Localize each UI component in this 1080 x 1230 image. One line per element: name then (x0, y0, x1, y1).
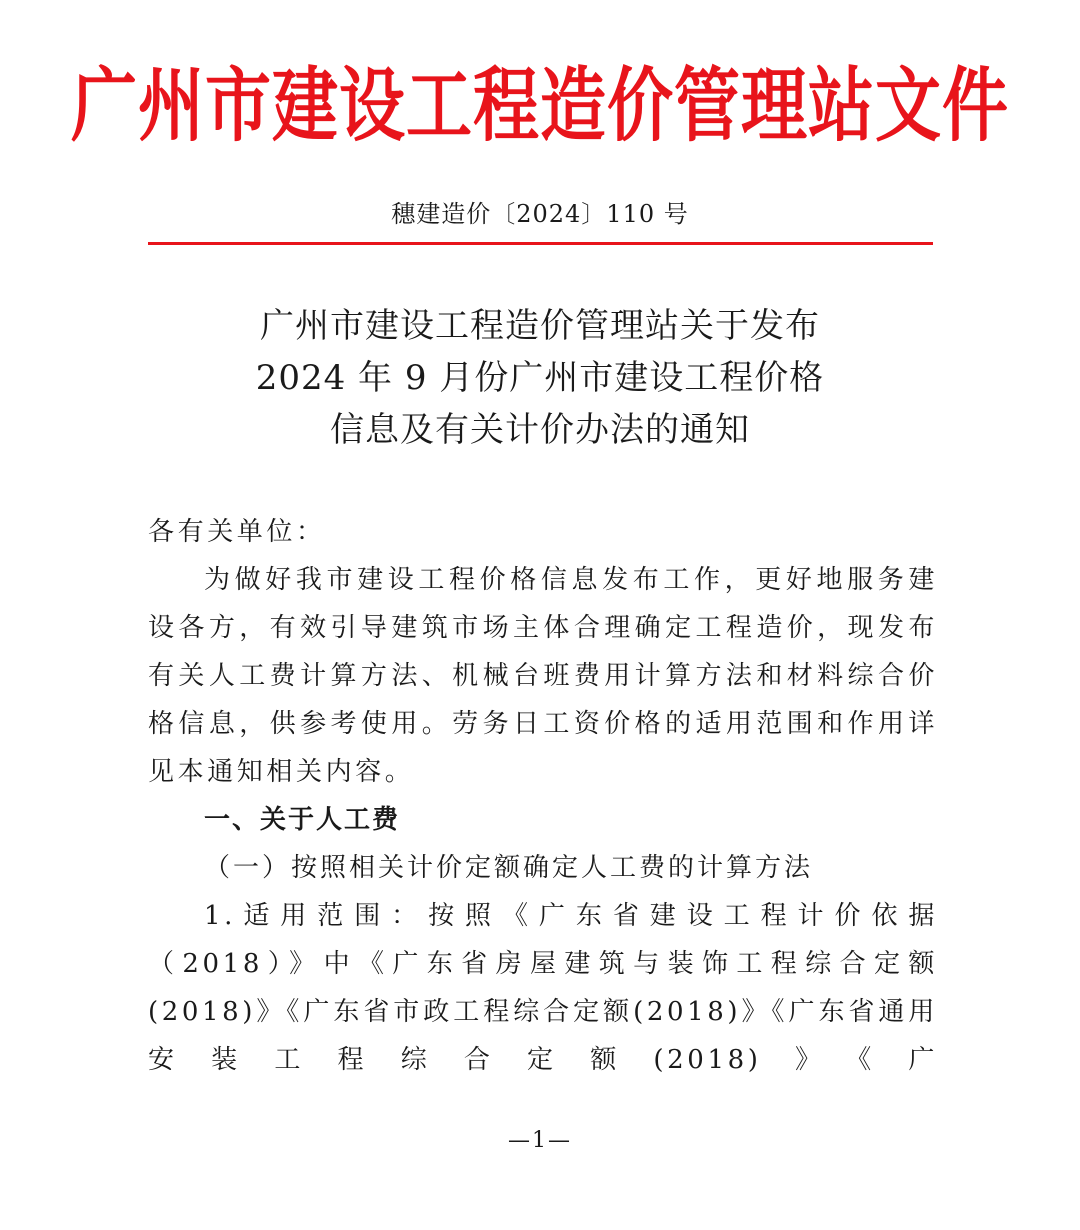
subsection-heading: （一）按照相关计价定额确定人工费的计算方法 (204, 853, 814, 883)
title-line-1: 广州市建设工程造价管理站关于发布 (260, 306, 820, 346)
intro-paragraph: 为做好我市建设工程价格信息发布工作，更好地服务建设各方，有效引导建筑市场主体合理确定工程造价，现发布有关人工费计算方法、机械台班费用计算方法和材料综合价格信息，供参考使用。劳务日工资价格的适用范围和作用详见本通知相关内容。 (148, 565, 938, 787)
item-paragraph: 1.适用范围：按照《广东省建设工程计价依据（2018）》中《广东省房屋建筑与装饰工程综合定额(2018)》《广东省市政工程综合定额(2018)》《广东省通用安装工程综合定额(2018)》《广 (148, 901, 938, 1075)
salutation: 各有关单位： (148, 517, 326, 547)
document-number: 穗建造价〔2024〕110 号 (391, 200, 689, 228)
red-divider-rule (148, 242, 933, 245)
section-heading: 一、关于人工费 (204, 805, 401, 835)
document-title (0, 300, 1080, 456)
masthead-title: 广州市建设工程造价管理站文件 (71, 59, 1009, 154)
title-line-2: 2024 年 9 月份广州市建设工程价格 (255, 358, 825, 398)
page-number: —1— (508, 1128, 572, 1153)
title-line-3: 信息及有关计价办法的通知 (330, 410, 750, 450)
document-body (148, 508, 938, 1084)
